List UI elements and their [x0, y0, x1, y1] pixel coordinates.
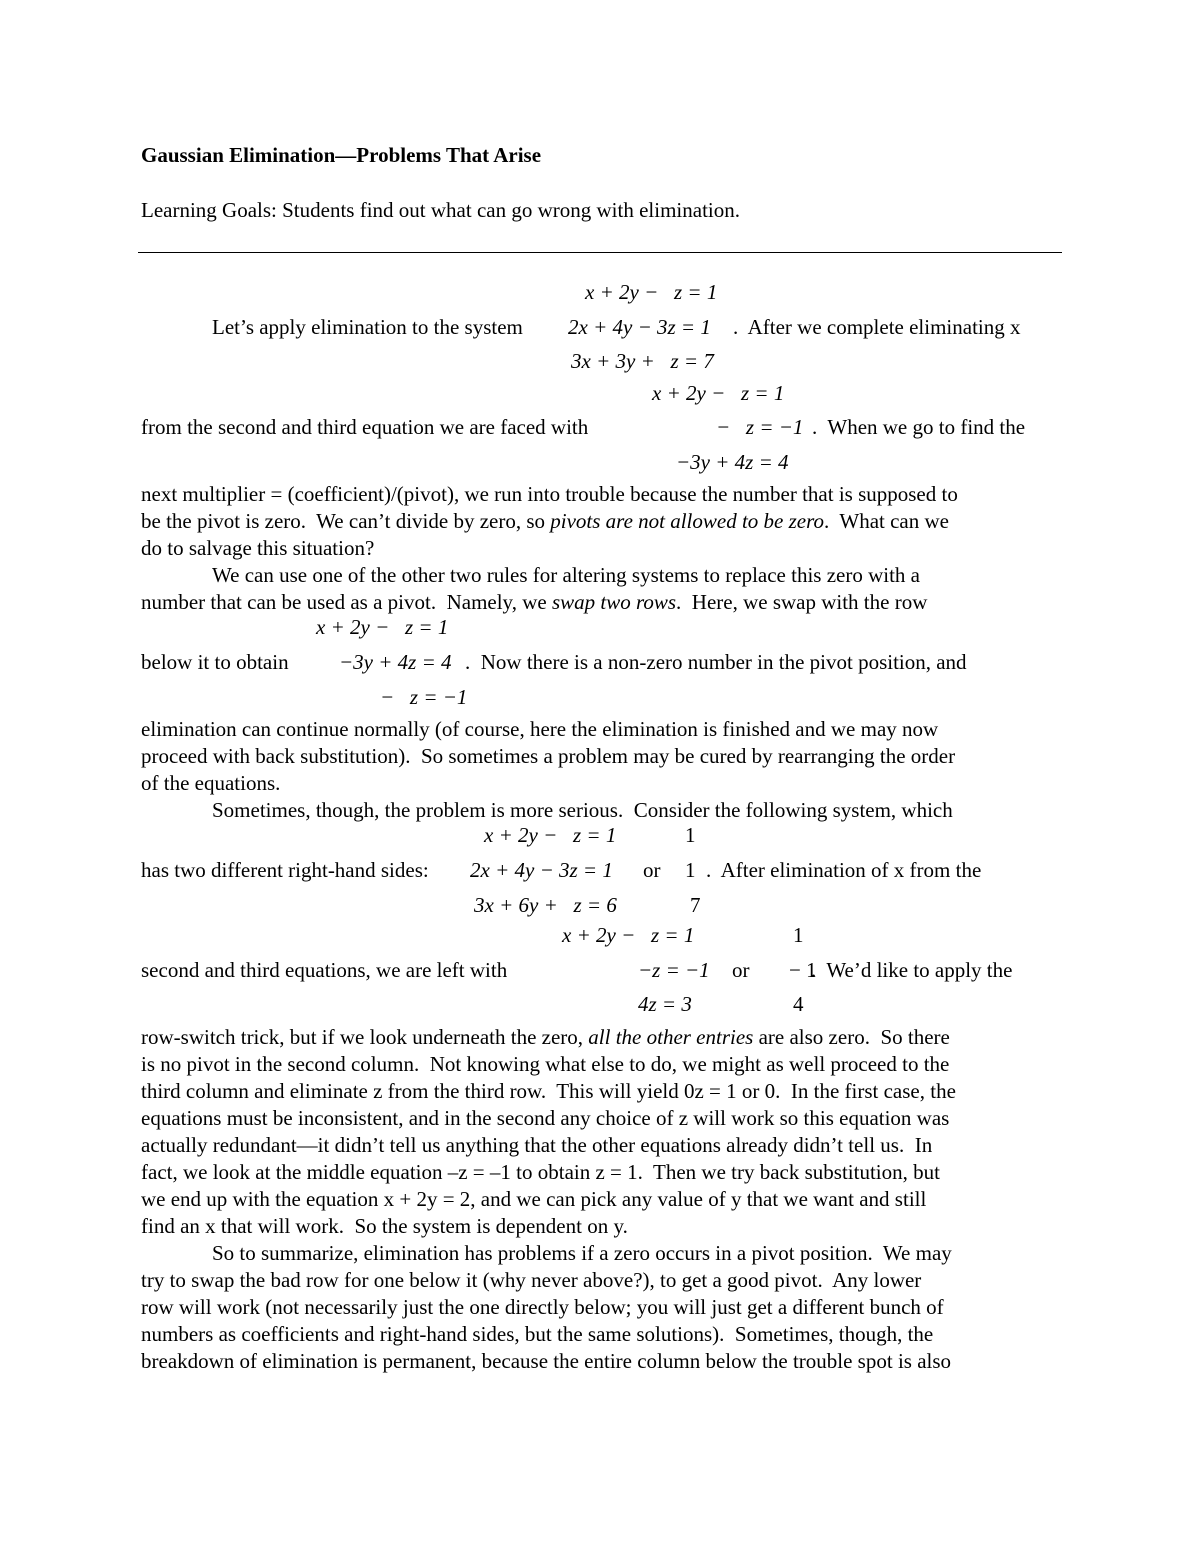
learning-goals: Learning Goals: Students find out what can go wrong with elimination. — [141, 198, 740, 222]
sys4-after: . After elimination of x from the — [706, 858, 982, 882]
sys2-eq2: − z = −1 — [716, 415, 804, 439]
sys2-before: from the second and third equation we are faced with — [141, 415, 589, 439]
sys1-eq2: 2x + 4y − 3z = 1 — [568, 315, 711, 339]
sys4-or: or — [643, 858, 661, 882]
sys2-eq3: −3y + 4z = 4 — [676, 450, 789, 474]
para3-line4: equations must be inconsistent, and in the second any choice of z will work so this equation was — [141, 1106, 950, 1130]
para3-line8: find an x that will work. So the system is dependent on y. — [141, 1214, 628, 1238]
para3-line2: is no pivot in the second column. Not knowing what else to do, we might as well proceed to the — [141, 1052, 950, 1076]
sys5-rhs1: 1 — [793, 923, 804, 947]
sys3-eq3: − z = −1 — [380, 685, 468, 709]
para1-line3: do to salvage this situation? — [141, 536, 375, 560]
sys1-eq3: 3x + 3y + z = 7 — [571, 349, 714, 373]
sys1-eq1: x + 2y − z = 1 — [585, 280, 718, 304]
sys5-eq3: 4z = 3 — [638, 992, 692, 1016]
sys3-after: . Now there is a non-zero number in the pivot position, and — [465, 650, 967, 674]
para1-line1: next multiplier = (coefficient)/(pivot), we run into trouble because the number that is supposed to — [141, 482, 958, 506]
para3-line9: So to summarize, elimination has problems if a zero occurs in a pivot position. We may — [212, 1241, 952, 1265]
sys5-before: second and third equations, we are left with — [141, 958, 508, 982]
horizontal-rule — [138, 252, 1062, 253]
para1-line5: number that can be used as a pivot. Namely, we swap two rows. Here, we swap with the row — [141, 590, 928, 614]
page-title: Gaussian Elimination—Problems That Arise — [141, 143, 542, 167]
para3-line12: numbers as coefficients and right-hand sides, but the same solutions). Sometimes, though, the — [141, 1322, 934, 1346]
sys2-after: . When we go to find the — [812, 415, 1026, 439]
para3-line11: row will work (not necessarily just the one directly below; you will just get a different bunch of — [141, 1295, 944, 1319]
para3-line7: we end up with the equation x + 2y = 2, and we can pick any value of y that we want and still — [141, 1187, 927, 1211]
sys4-eq3: 3x + 6y + z = 6 — [474, 893, 617, 917]
sys5-eq2: −z = −1 — [638, 958, 710, 982]
sys5-eq1: x + 2y − z = 1 — [562, 923, 695, 947]
sys4-eq2: 2x + 4y − 3z = 1 — [470, 858, 613, 882]
para2-line4: Sometimes, though, the problem is more serious. Consider the following system, which — [212, 798, 953, 822]
para3-line1: row-switch trick, but if we look underneath the zero, all the other entries are also zero. So there — [141, 1025, 950, 1049]
sys2-eq1: x + 2y − z = 1 — [652, 381, 785, 405]
para3-line10: try to swap the bad row for one below it (why never above?), to get a good pivot. Any lower — [141, 1268, 922, 1292]
para3-line5: actually redundant—it didn’t tell us anything that the other equations already didn’t tell us. In — [141, 1133, 933, 1157]
para2-line3: of the equations. — [141, 771, 281, 795]
para1-line4: We can use one of the other two rules for altering systems to replace this zero with a — [212, 563, 920, 587]
sys5-after: . We’d like to apply the — [811, 958, 1013, 982]
para2-line1: elimination can continue normally (of course, here the elimination is finished and we may now — [141, 717, 939, 741]
sys3-eq2: −3y + 4z = 4 — [339, 650, 452, 674]
sys4-rhs2: 1 — [685, 858, 696, 882]
para1-line2: be the pivot is zero. We can’t divide by zero, so pivots are not allowed to be zero. What can we — [141, 509, 949, 533]
sys1-after: . After we complete eliminating x — [733, 315, 1021, 339]
sys4-rhs3: 7 — [690, 893, 701, 917]
para2-line2: proceed with back substitution). So sometimes a problem may be cured by rearranging the order — [141, 744, 956, 768]
sys4-eq1: x + 2y − z = 1 — [484, 823, 617, 847]
sys4-before: has two different right-hand sides: — [141, 858, 429, 882]
sys4-rhs1: 1 — [685, 823, 696, 847]
sys1-intro: Let’s apply elimination to the system — [212, 315, 523, 339]
para3-line13: breakdown of elimination is permanent, because the entire column below the trouble spot is also — [141, 1349, 952, 1373]
sys5-or: or — [732, 958, 750, 982]
sys5-rhs3: 4 — [793, 992, 804, 1016]
para3-line6: fact, we look at the middle equation –z = –1 to obtain z = 1. Then we try back substitution, but — [141, 1160, 940, 1184]
sys3-eq1: x + 2y − z = 1 — [316, 615, 449, 639]
para3-line3: third column and eliminate z from the third row. This will yield 0z = 1 or 0. In the first case, the — [141, 1079, 956, 1103]
sys5-rhs2: − 1 — [789, 958, 817, 982]
sys3-before: below it to obtain — [141, 650, 289, 674]
